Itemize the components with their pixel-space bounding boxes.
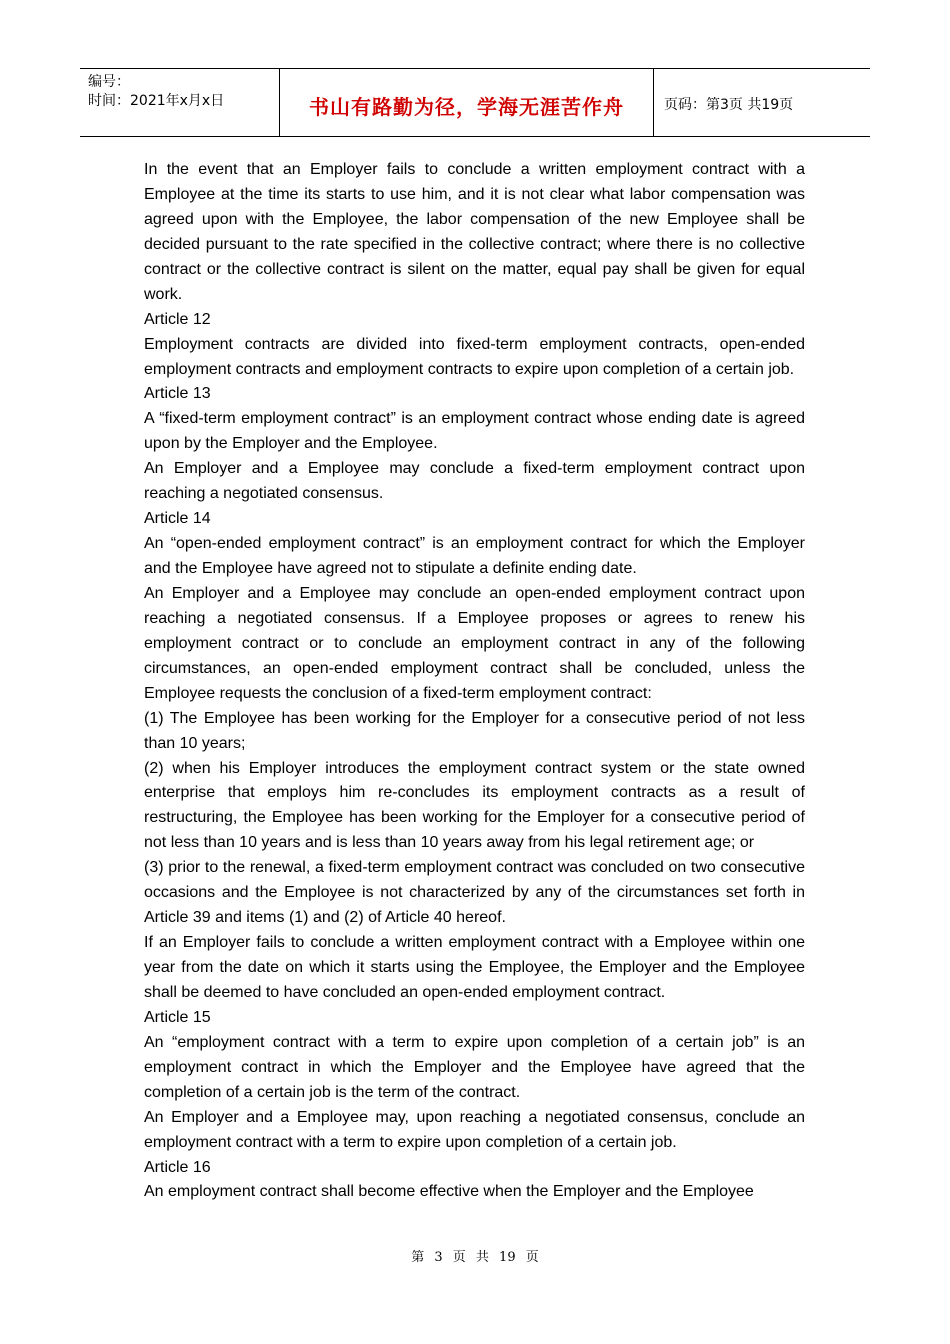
paragraph: (2) when his Employer introduces the employment contract system or the state owned enterprise that employs him re-concludes its employment contracts as a result of restructuring, the Employee has been working for the Employer for a consecutive period of not less than 10 years and is less than 10 years away from his legal retirement age; or	[144, 759, 805, 852]
paragraph: (3) prior to the renewal, a fixed-term employment contract was concluded on two consecutive occasions and the Employee is not characterized by any of the circumstances set forth in Article 39 and items (1) and (2) of Article 40 hereof.	[144, 859, 805, 927]
paragraph: An “open-ended employment contract” is an employment contract for which the Employer and the Employee have agreed not to stipulate a definite ending date.	[144, 535, 805, 577]
article-heading: Article 14	[144, 510, 211, 528]
paragraph: A “fixed-term employment contract” is an employment contract whose ending date is agreed upon by the Employer and the Employee.	[144, 410, 805, 453]
document-body	[144, 158, 805, 1205]
article-heading: Article 16	[144, 1158, 211, 1176]
page-header	[80, 68, 870, 137]
paragraph: In the event that an Employer fails to conclude a written employment contract with a Employee at the time its starts to use him, and it is not clear what labor compensation was agreed upon with the Employee, the labor compensation of the new Employee shall be decided pursuant to the rate specified in the collective contract; where there is no collective contract or the collective contract is silent on the matter, equal pay shall be given for equal work.	[144, 161, 805, 303]
paragraph: An Employer and a Employee may, upon reaching a negotiated consensus, conclude an employment contract with a term to expire upon completion of a certain job.	[144, 1108, 805, 1151]
article-heading: Article 12	[144, 310, 211, 328]
article-heading: Article 13	[144, 385, 211, 403]
page-footer: 第 3 页 共 19 页	[411, 1250, 539, 1265]
paragraph: (1) The Employee has been working for the Employer for a consecutive period of not less than 10 years;	[144, 709, 805, 752]
paragraph: An Employer and a Employee may conclude an open-ended employment contract upon reaching a negotiated consensus. If a Employee proposes or agrees to renew his employment contract or to conclude an employment contract in any of the following circumstances, an open-ended employment contract shall be concluded, unless the Employee requests the conclusion of a fixed-term employment contract:	[144, 584, 805, 702]
article-heading: Article 15	[144, 1008, 211, 1026]
paragraph: Employment contracts are divided into fixed-term employment contracts, open-ended employment contracts and employment contracts to expire upon completion of a certain job.	[144, 335, 805, 378]
paragraph: An employment contract shall become effective when the Employer and the Employee	[144, 1183, 754, 1201]
paragraph: An Employer and a Employee may conclude a fixed-term employment contract upon reaching a negotiated consensus.	[144, 460, 805, 503]
number-label: 编号：	[88, 74, 130, 90]
header-page-info: 页码：第3页 共19页	[664, 96, 794, 113]
header-motto: 书山有路勤为径，学海无涯苦作舟	[280, 69, 654, 136]
paragraph: An “employment contract with a term to expire upon completion of a certain job” is an employment contract in which the Employer and the Employee have agreed that the completion of a certain job is the term of the contract.	[144, 1033, 805, 1101]
time-label: 时间：2021年x月x日	[88, 93, 225, 109]
header-meta	[80, 69, 280, 136]
paragraph: If an Employer fails to conclude a written employment contract with a Employee within one year from the date on which it starts using the Employee, the Employer and the Employee shall be deemed to have concluded an open-ended employment contract.	[144, 934, 805, 1001]
